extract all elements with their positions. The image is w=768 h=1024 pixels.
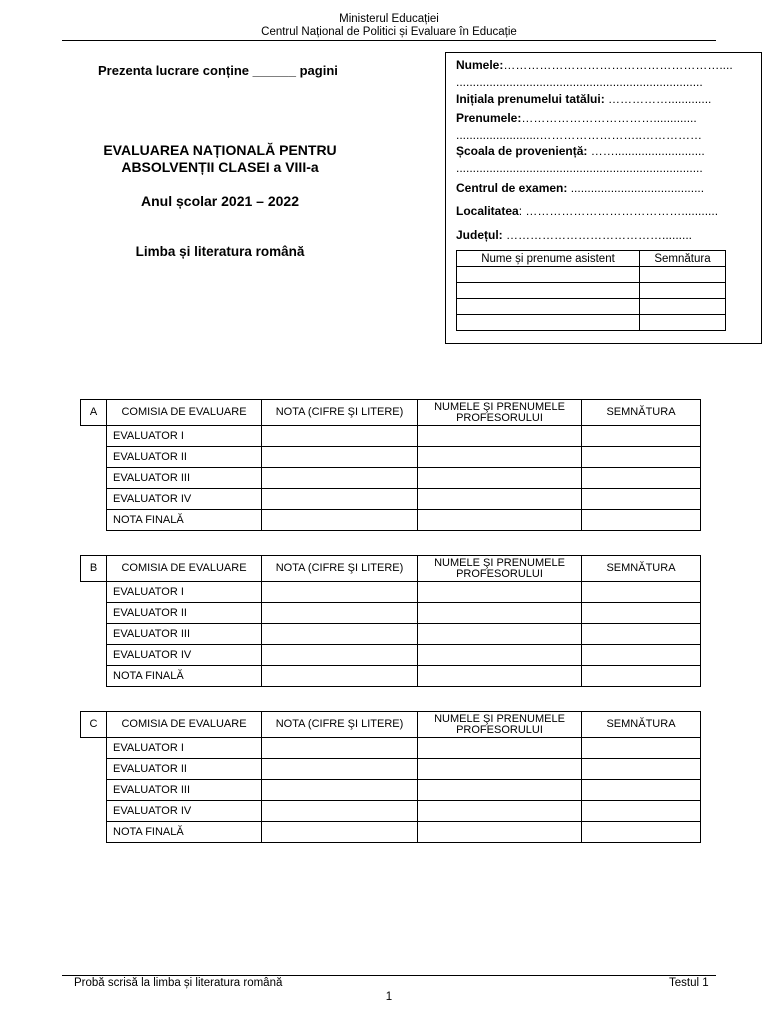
assistant-name-cell[interactable]	[457, 267, 640, 283]
signature-cell[interactable]	[582, 603, 701, 624]
signature-cell[interactable]	[582, 489, 701, 510]
teacher-name-cell[interactable]	[418, 489, 582, 510]
commission-header: COMISIA DE EVALUARE	[107, 400, 262, 426]
father-initial-dots: …………….............	[604, 92, 712, 106]
father-initial-label: Inițiala prenumelui tatălui:	[456, 92, 605, 106]
grade-cell[interactable]	[262, 582, 418, 603]
grade-cell[interactable]	[262, 759, 418, 780]
first-name-label: Prenumele:	[456, 111, 522, 125]
grade-header: NOTA (CIFRE ŞI LITERE)	[262, 712, 418, 738]
evaluator-row	[81, 624, 701, 645]
school-dots: ……...........................	[587, 144, 705, 158]
signature-cell[interactable]	[582, 426, 701, 447]
section-letter: A	[81, 400, 107, 426]
signature-cell[interactable]	[582, 822, 701, 843]
section-letter: B	[81, 556, 107, 582]
evaluator-row	[81, 582, 701, 603]
evaluator-label: EVALUATOR II	[107, 603, 262, 624]
locality-dots: : …………………………………...........	[518, 204, 719, 218]
ministry-name: Ministerul Educației	[339, 13, 439, 25]
assistant-table	[456, 250, 726, 331]
exam-center-field[interactable]	[456, 181, 756, 196]
final-grade-row	[81, 666, 701, 687]
signature-cell[interactable]	[582, 738, 701, 759]
teacher-name-cell[interactable]	[418, 645, 582, 666]
grade-cell[interactable]	[262, 666, 418, 687]
signature-cell[interactable]	[582, 759, 701, 780]
signature-cell[interactable]	[582, 645, 701, 666]
grade-cell[interactable]	[262, 624, 418, 645]
county-field[interactable]	[456, 228, 756, 243]
signature-cell[interactable]	[582, 780, 701, 801]
county-label: Județul:	[456, 228, 503, 242]
candidate-info-box	[445, 52, 762, 344]
grade-cell[interactable]	[262, 801, 418, 822]
teacher-name-cell[interactable]	[418, 780, 582, 801]
exam-subject: Limba și literatura română	[135, 244, 305, 259]
locality-field[interactable]	[456, 204, 756, 219]
assistant-row	[457, 315, 726, 331]
first-name-dots: …………………………….............	[521, 111, 697, 125]
evaluation-header-row	[81, 556, 701, 582]
exam-title-line1: EVALUAREA NAȚIONALĂ PENTRU	[103, 142, 337, 158]
evaluator-row	[81, 468, 701, 489]
candidate-name-field-cont[interactable]	[456, 75, 756, 90]
center-name: Centrul Național de Politici și Evaluare în Educație	[261, 26, 517, 38]
signature-header: SEMNĂTURA	[582, 556, 701, 582]
final-grade-row	[81, 822, 701, 843]
grade-cell[interactable]	[262, 780, 418, 801]
teacher-name-header: NUMELE ŞI PRENUMELE PROFESORULUI	[418, 556, 582, 582]
teacher-name-cell[interactable]	[418, 426, 582, 447]
evaluation-header-row	[81, 400, 701, 426]
exam-center-label: Centrul de examen:	[456, 181, 568, 195]
teacher-name-cell[interactable]	[418, 447, 582, 468]
teacher-name-cell[interactable]	[418, 759, 582, 780]
assistant-signature-header: Semnătura	[640, 251, 726, 267]
teacher-name-cell[interactable]	[418, 624, 582, 645]
assistant-name-cell[interactable]	[457, 315, 640, 331]
signature-cell[interactable]	[582, 666, 701, 687]
candidate-name-field[interactable]	[456, 58, 756, 73]
grade-cell[interactable]	[262, 489, 418, 510]
grade-cell[interactable]	[262, 468, 418, 489]
teacher-name-cell[interactable]	[418, 582, 582, 603]
final-grade-label: NOTA FINALĂ	[107, 510, 262, 531]
evaluator-label: EVALUATOR III	[107, 624, 262, 645]
grade-cell[interactable]	[262, 645, 418, 666]
grade-cell[interactable]	[262, 738, 418, 759]
footer-exam-name: Probă scrisă la limba și literatura română	[74, 977, 283, 989]
signature-cell[interactable]	[582, 510, 701, 531]
evaluator-row	[81, 447, 701, 468]
evaluator-row	[81, 759, 701, 780]
exam-title	[60, 142, 380, 176]
teacher-name-cell[interactable]	[418, 603, 582, 624]
teacher-name-cell[interactable]	[418, 666, 582, 687]
evaluator-label: EVALUATOR II	[107, 447, 262, 468]
teacher-name-cell[interactable]	[418, 738, 582, 759]
teacher-name-cell[interactable]	[418, 468, 582, 489]
commission-header: COMISIA DE EVALUARE	[107, 556, 262, 582]
header-divider	[62, 40, 716, 41]
footer-divider	[62, 975, 716, 976]
teacher-name-cell[interactable]	[418, 801, 582, 822]
school-year: Anul școlar 2021 – 2022	[141, 193, 299, 209]
evaluator-label: EVALUATOR I	[107, 738, 262, 759]
assistant-signature-cell[interactable]	[640, 283, 726, 299]
teacher-name-header: NUMELE ŞI PRENUMELE PROFESORULUI	[418, 712, 582, 738]
final-grade-label: NOTA FINALĂ	[107, 822, 262, 843]
teacher-name-header: NUMELE ŞI PRENUMELE PROFESORULUI	[418, 400, 582, 426]
assistant-signature-cell[interactable]	[640, 315, 726, 331]
final-grade-label: NOTA FINALĂ	[107, 666, 262, 687]
signature-header: SEMNĂTURA	[582, 712, 701, 738]
signature-cell[interactable]	[582, 468, 701, 489]
evaluation-table-a	[80, 399, 701, 531]
footer-test-number: Testul 1	[669, 977, 709, 989]
assistant-table-header	[457, 251, 726, 267]
evaluator-row	[81, 738, 701, 759]
school-field-cont[interactable]	[456, 161, 756, 176]
evaluator-label: EVALUATOR III	[107, 468, 262, 489]
evaluator-row	[81, 801, 701, 822]
pages-count-line: Prezenta lucrare conține ______ pagini	[98, 63, 338, 78]
evaluation-table-c	[80, 711, 701, 843]
evaluator-label: EVALUATOR IV	[107, 801, 262, 822]
evaluator-row	[81, 426, 701, 447]
evaluator-label: EVALUATOR IV	[107, 645, 262, 666]
evaluator-label: EVALUATOR I	[107, 582, 262, 603]
assistant-row	[457, 283, 726, 299]
evaluation-table-b	[80, 555, 701, 687]
exam-center-dots: ........................................	[567, 181, 705, 195]
assistant-name-header: Nume și prenume asistent	[457, 251, 640, 267]
evaluator-row	[81, 603, 701, 624]
exam-title-line2: ABSOLVENȚII CLASEI a VIII-a	[121, 159, 319, 175]
grade-cell[interactable]	[262, 426, 418, 447]
grade-header: NOTA (CIFRE ŞI LITERE)	[262, 400, 418, 426]
grade-cell[interactable]	[262, 603, 418, 624]
signature-header: SEMNĂTURA	[582, 400, 701, 426]
candidate-name-label: Numele:	[456, 58, 504, 72]
grade-cell[interactable]	[262, 822, 418, 843]
candidate-name-dots-2: ..........................................................................	[456, 75, 703, 89]
assistant-name-cell[interactable]	[457, 299, 640, 315]
evaluator-row	[81, 489, 701, 510]
locality-label: Localitatea	[456, 204, 519, 218]
grade-cell[interactable]	[262, 510, 418, 531]
assistant-name-cell[interactable]	[457, 283, 640, 299]
evaluator-row	[81, 645, 701, 666]
evaluation-header-row	[81, 712, 701, 738]
signature-cell[interactable]	[582, 582, 701, 603]
signature-cell[interactable]	[582, 801, 701, 822]
teacher-name-cell[interactable]	[418, 510, 582, 531]
signature-cell[interactable]	[582, 447, 701, 468]
school-dots-2: ..........................................................................	[456, 161, 703, 175]
assistant-row	[457, 299, 726, 315]
evaluator-label: EVALUATOR II	[107, 759, 262, 780]
section-letter: C	[81, 712, 107, 738]
signature-cell[interactable]	[582, 624, 701, 645]
school-label: Școala de proveniență:	[456, 144, 588, 158]
final-grade-row	[81, 510, 701, 531]
assistant-signature-cell[interactable]	[640, 299, 726, 315]
first-name-field-cont[interactable]	[456, 128, 756, 143]
assistant-row	[457, 267, 726, 283]
school-field[interactable]	[456, 144, 756, 159]
assistant-signature-cell[interactable]	[640, 267, 726, 283]
grade-header: NOTA (CIFRE ŞI LITERE)	[262, 556, 418, 582]
evaluator-row	[81, 780, 701, 801]
county-dots: ………………………………….........	[502, 228, 693, 242]
teacher-name-cell[interactable]	[418, 822, 582, 843]
page-number: 1	[385, 991, 393, 1003]
first-name-dots-2: .........................……………………..……………	[456, 128, 703, 142]
candidate-name-dots: ………………………………………………....	[503, 58, 733, 72]
first-name-field[interactable]	[456, 111, 756, 126]
evaluator-label: EVALUATOR I	[107, 426, 262, 447]
father-initial-field[interactable]	[456, 92, 756, 107]
evaluator-label: EVALUATOR IV	[107, 489, 262, 510]
grade-cell[interactable]	[262, 447, 418, 468]
commission-header: COMISIA DE EVALUARE	[107, 712, 262, 738]
evaluator-label: EVALUATOR III	[107, 780, 262, 801]
